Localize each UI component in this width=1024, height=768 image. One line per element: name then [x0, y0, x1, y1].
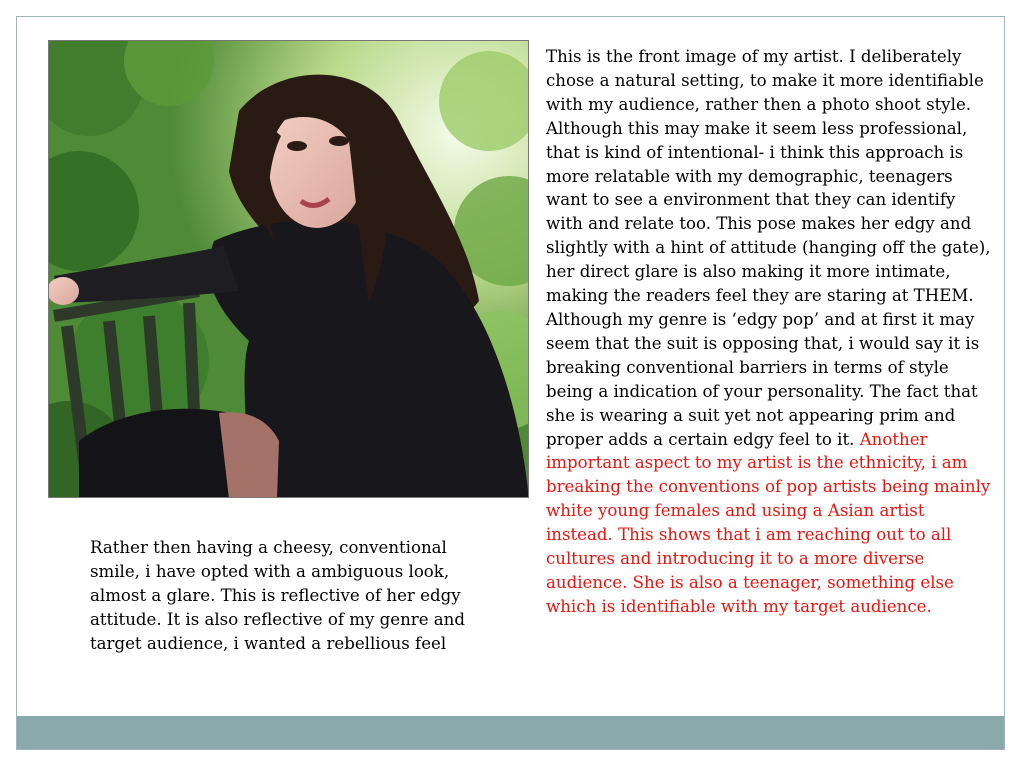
caption-right-black: This is the front image of my artist. I deliberately chose a natural setting, to make it more identifiable with my audience, rather then a photo shoot style. Although this may make it seem less professional, that is kind of intentional- i think this approach is more relatable with my demographic, teenagers want to see a environment that they can identify with and relate too. This pose makes her edgy and slightly with a hint of attitude (hanging off the gate), her direct glare is also making it more intimate, making the readers feel they are staring at THEM. Although my genre is ‘edgy pop’ and at first it may seem that the suit is opposing that, i would say it is breaking conventional barriers in terms of style being a indication of your personality. The fact that she is wearing a suit yet not appearing prim and proper adds a certain edgy feel to it. — [546, 47, 991, 449]
caption-right — [546, 45, 992, 619]
caption-right-red: Another important aspect to my artist is the ethnicity, i am breaking the conventions of pop artists being mainly white young females and using a Asian artist instead. This shows that i am reaching out to all cultures and introducing it to a more diverse audience. She is also a teenager, something else which is identifiable with my target audience. — [546, 429, 991, 616]
caption-left: Rather then having a cheesy, conventional smile, i have opted with a ambiguous look, almost a glare. This is reflective of her edgy attitude. It is also reflective of my genre and target audience, i wanted a rebellious feel — [90, 538, 465, 653]
footer-bar — [17, 716, 1004, 749]
artist-photo — [48, 40, 529, 498]
artist-photo-illustration — [49, 41, 529, 498]
